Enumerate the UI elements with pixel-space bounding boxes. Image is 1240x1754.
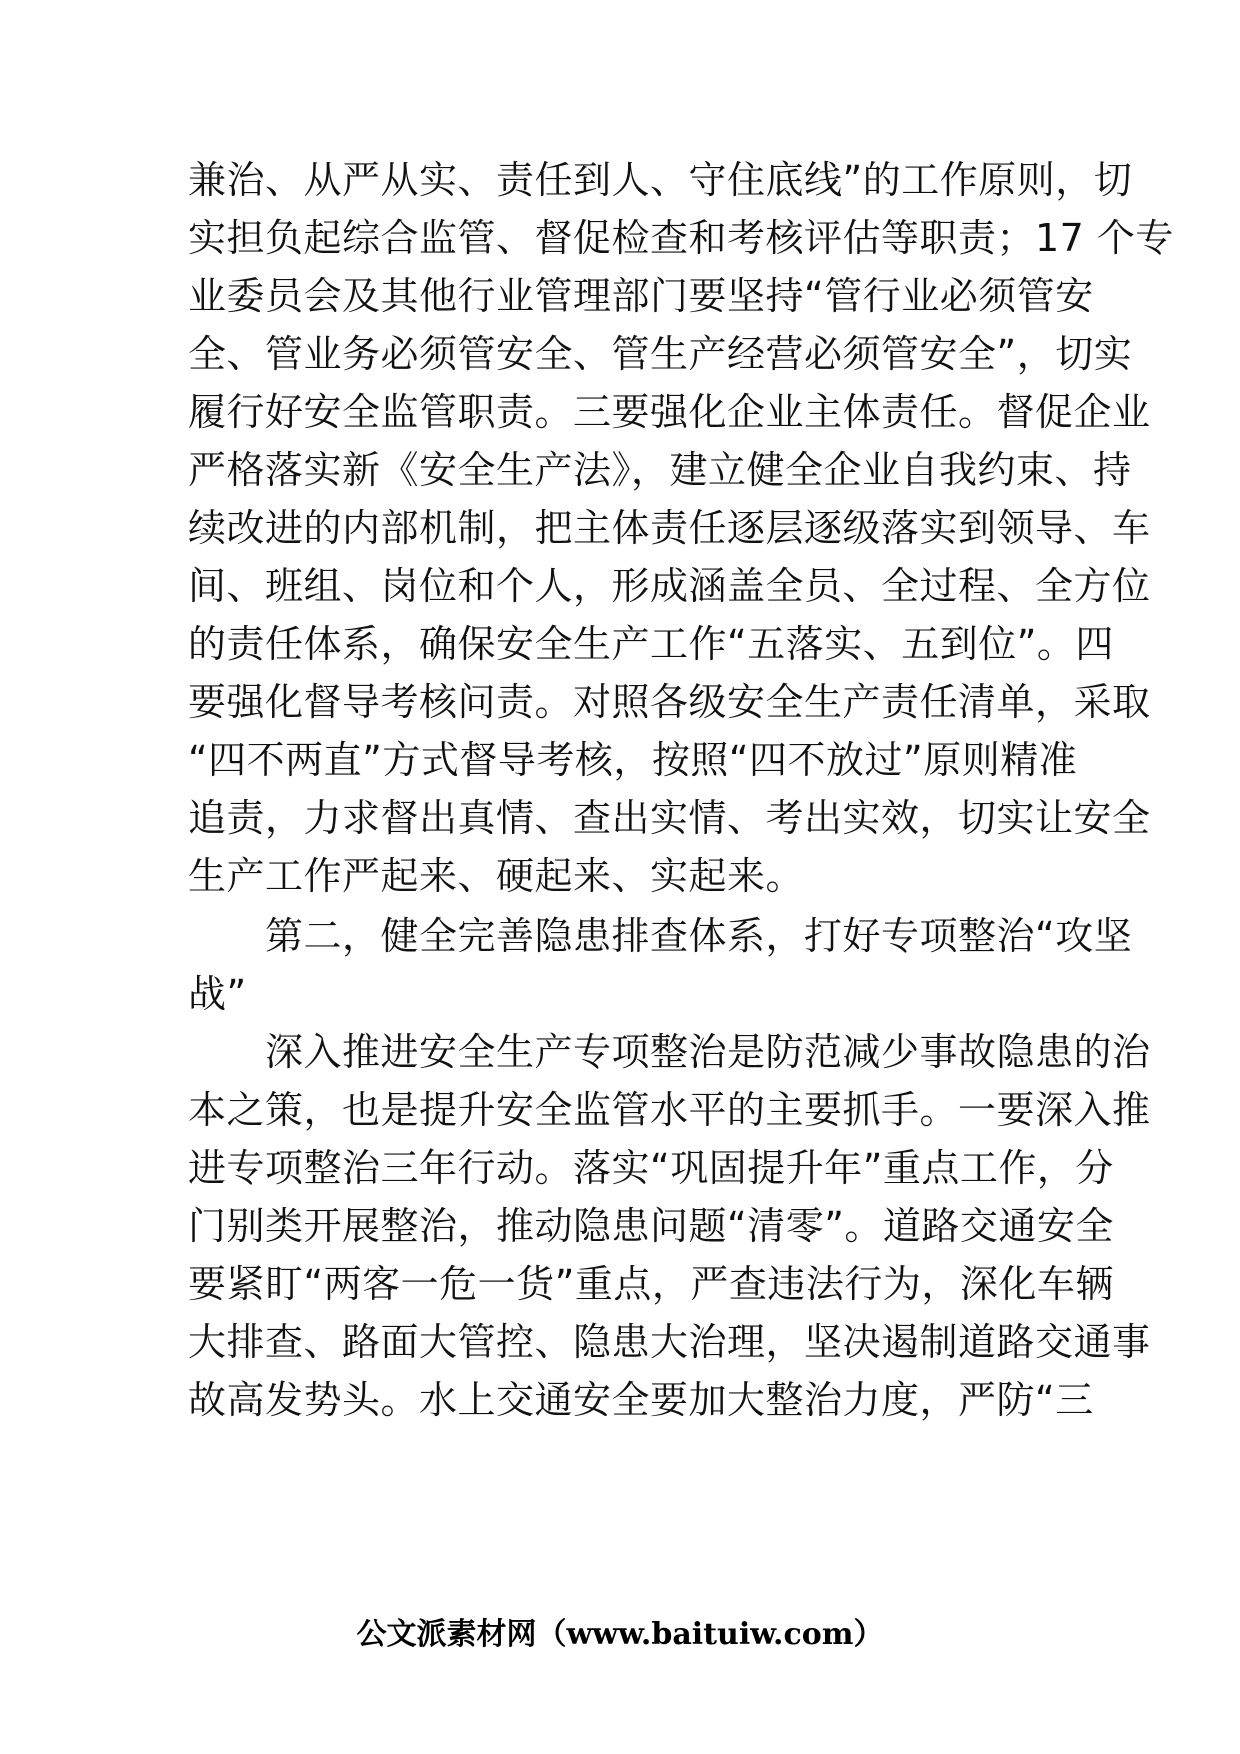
body-line-15: 本之策，也是提升安全监管水平的主要抓手。一要深入推 xyxy=(188,1088,1151,1132)
body-line-8: 间、班组、岗位和个人，形成涵盖全员、全过程、全方位 xyxy=(188,564,1151,608)
body-line-14: 深入推进安全生产专项整治是防范减少事故隐患的治 xyxy=(188,1030,1151,1074)
page-footer: 公文派素材网（www.baituiw.com） xyxy=(356,1617,884,1652)
body-line-16: 进专项整治三年行动。落实“巩固提升年”重点工作，分 xyxy=(188,1146,1114,1190)
body-line-10: 要强化督导考核问责。对照各级安全生产责任清单，采取 xyxy=(188,680,1151,724)
body-line-13: 生产工作严起来、硬起来、实起来。 xyxy=(188,854,805,898)
section-heading-line-2: 战” xyxy=(188,972,247,1016)
body-line-1: 兼治、从严从实、责任到人、守住底线”的工作原则，切 xyxy=(188,158,1133,202)
body-line-12: 追责，力求督出真情、查出实情、考出实效，切实让安全 xyxy=(188,796,1151,840)
body-line-6: 严格落实新《安全生产法》，建立健全企业自我约束、持 xyxy=(188,448,1132,492)
body-line-19: 大排查、路面大管控、隐患大治理，坚决遏制道路交通事 xyxy=(188,1320,1151,1364)
body-line-20: 故高发势头。水上交通安全要加大整治力度，严防“三 xyxy=(188,1378,1094,1422)
body-line-7: 续改进的内部机制，把主体责任逐层逐级落实到领导、车 xyxy=(188,506,1151,550)
section-heading-line-1: 第二，健全完善隐患排查体系，打好专项整治“攻坚 xyxy=(188,914,1133,958)
body-line-11: “四不两直”方式督导考核，按照“四不放过”原则精准 xyxy=(188,738,1078,782)
body-line-5: 履行好安全监管职责。三要强化企业主体责任。督促企业 xyxy=(188,390,1151,434)
body-line-4: 全、管业务必须管安全、管生产经营必须管安全”，切实 xyxy=(188,332,1133,376)
body-line-17: 门别类开展整治，推动隐患问题“清零”。道路交通安全 xyxy=(188,1204,1114,1248)
body-line-2: 实担负起综合监管、督促检查和考核评估等职责；17 个专 xyxy=(188,216,1174,260)
body-line-3: 业委员会及其他行业管理部门要坚持“管行业必须管安 xyxy=(188,274,1094,318)
body-line-9: 的责任体系，确保安全生产工作“五落实、五到位”。四 xyxy=(188,622,1114,666)
body-line-18: 要紧盯“两客一危一货”重点，严查违法行为，深化车辆 xyxy=(188,1262,1114,1306)
